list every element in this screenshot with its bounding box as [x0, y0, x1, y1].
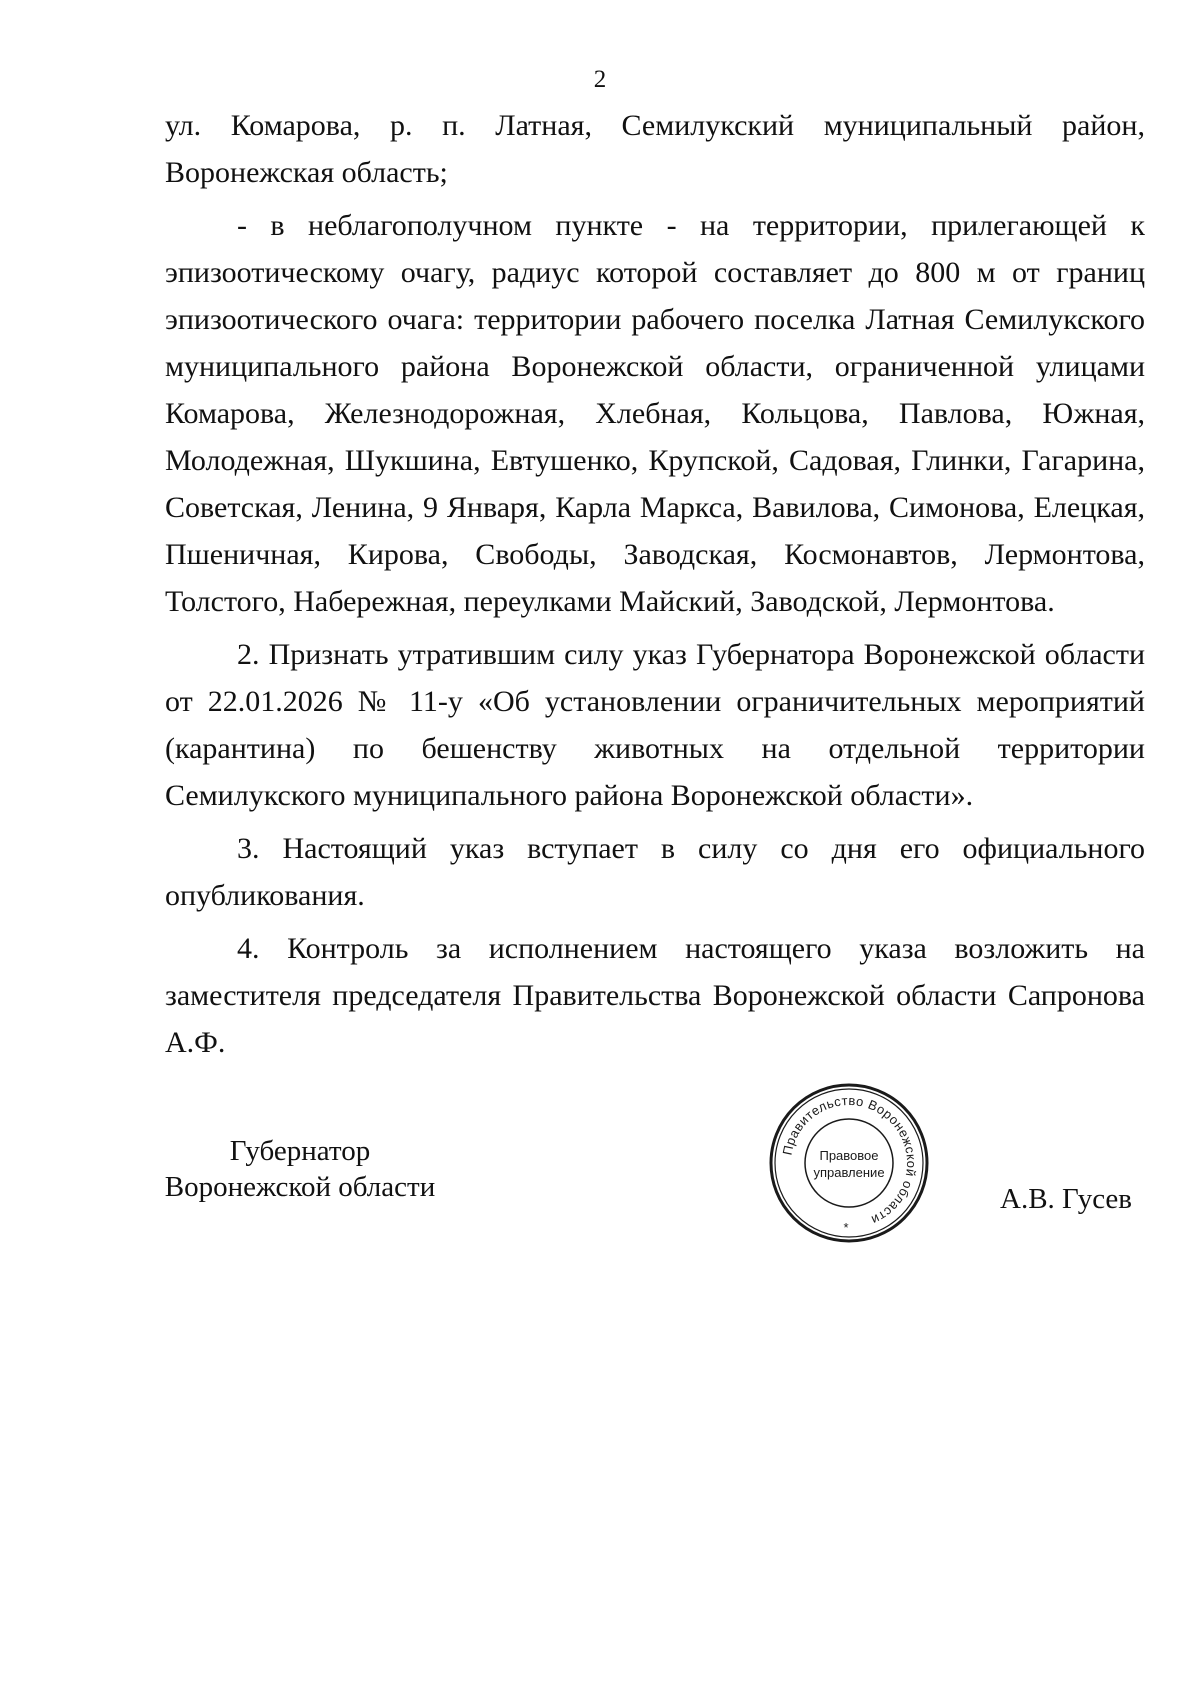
paragraph-item-2: 2. Признать утратившим силу указ Губернатора Воронежской области от 22.01.2026 № 11-у «Об установлении ограничительных мероприятий (карантина) по бешенству животных на отдельной территории Семилукского муниципального района Воронежской области».	[165, 638, 1145, 812]
stamp-ring-text: Правительство Воронежской области	[779, 1092, 920, 1229]
stamp-center-line-1: Правовое	[819, 1148, 879, 1163]
signatory-position	[150, 1133, 450, 1205]
document-body	[165, 102, 1145, 1066]
stamp-center-line-2: управление	[813, 1165, 885, 1180]
paragraph-affected-area: - в неблагополучном пункте - на территории, прилегающей к эпизоотическому очагу, радиус которой составляет до 800 м от границ эпизоотического очага: территории рабочего поселка Латная Семилукского муниципального района Воронежской области, ограниченной улицами Комарова, Железнодорожная, Хлебная, Кольцова, Павлова, Южная, Молодежная, Шукшина, Евтушенко, Крупской, Садовая, Глинки, Гагарина, Советская, Ленина, 9 Января, Карла Маркса, Вавилова, Симонова, Елецкая, Пшеничная, Кирова, Свободы, Заводская, Космонавтов, Лермонтова, Толстого, Набережная, переулками Майский, Заводской, Лермонтова.	[165, 209, 1145, 618]
paragraph-item-4: 4. Контроль за исполнением настоящего указа возложить на заместителя председателя Правительства Воронежской области Сапронова А.Ф.	[165, 932, 1145, 1059]
page-number: 2	[593, 66, 607, 93]
signatory-name: А.В. Гусев	[1000, 1183, 1132, 1215]
paragraph-address-continuation: ул. Комарова, р. п. Латная, Семилукский муниципальный район, Воронежская область;	[165, 109, 1145, 189]
signatory-position-line-2: Воронежской области	[164, 1171, 436, 1203]
signatory-position-line-1: Губернатор	[229, 1135, 371, 1167]
stamp-star: *	[843, 1220, 849, 1235]
paragraph-item-3: 3. Настоящий указ вступает в силу со дня его официального опубликования.	[165, 832, 1145, 912]
stamp-seal-graphic	[766, 1080, 932, 1246]
official-stamp	[766, 1080, 932, 1246]
